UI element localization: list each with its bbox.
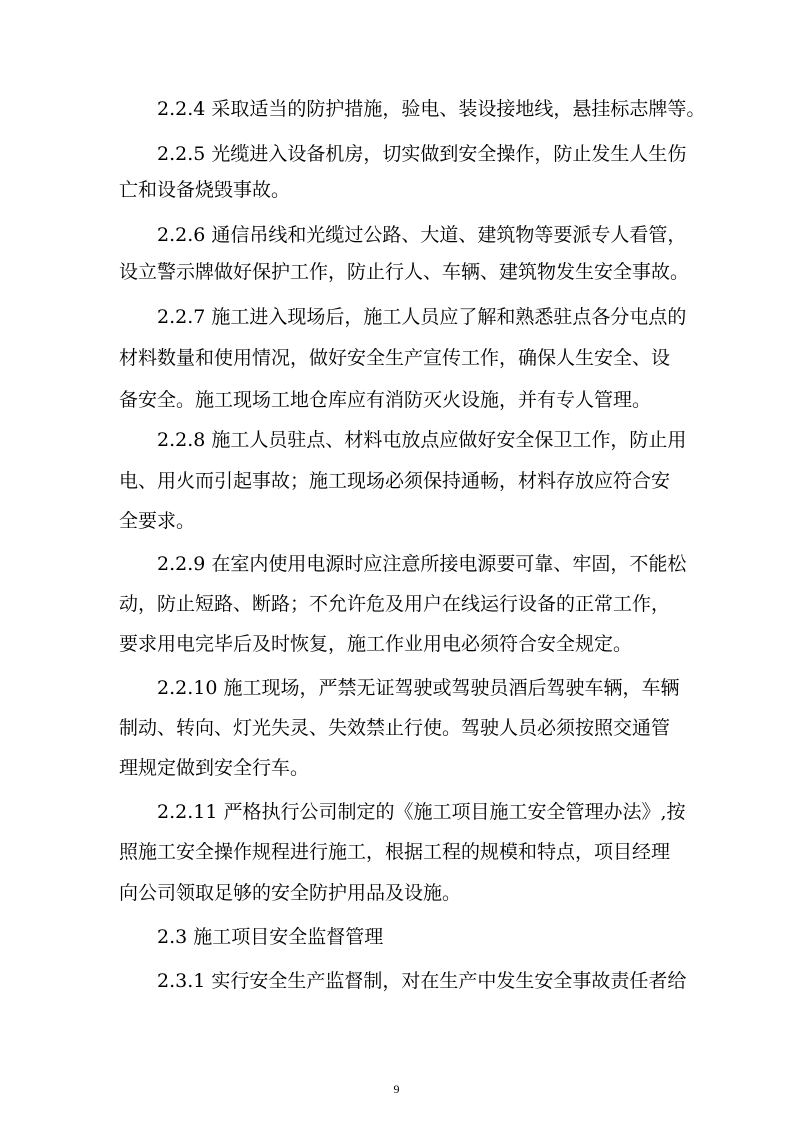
paragraph-2-2-7-line-1: 2.2.7 施工进入现场后，施工人员应了解和熟悉驻点各分屯点的 bbox=[157, 306, 687, 328]
paragraph-2-2-5-line-2: 亡和设备烧毁事故。 bbox=[119, 179, 291, 201]
paragraph-2-2-8-line-3: 全要求。 bbox=[119, 510, 196, 532]
paragraph-2-2-9-line-3: 要求用电完毕后及时恢复，施工作业用电必须符合安全规定。 bbox=[119, 633, 633, 655]
paragraph-2-2-6-line-1: 2.2.6 通信吊线和光缆过公路、大道、建筑物等要派专人看管， bbox=[157, 224, 687, 246]
paragraph-2-2-8-line-1: 2.2.8 施工人员驻点、材料屯放点应做好安全保卫工作，防止用 bbox=[157, 429, 687, 451]
paragraph-2-2-9-line-1: 2.2.9 在室内使用电源时应注意所接电源要可靠、牢固，不能松 bbox=[157, 553, 687, 575]
paragraph-2-2-9-line-2: 动，防止短路、断路；不允许危及用户在线运行设备的正常工作， bbox=[119, 593, 671, 615]
paragraph-2-2-8-line-2: 电、用火而引起事故；施工现场必须保持通畅，材料存放应符合安 bbox=[119, 470, 671, 492]
section-heading-2-3: 2.3 施工项目安全监督管理 bbox=[157, 926, 384, 948]
paragraph-2-2-10-line-2: 制动、转向、灯光失灵、失效禁止行使。驾驶人员必须按照交通管 bbox=[119, 717, 671, 739]
paragraph-2-2-10-line-3: 理规定做到安全行车。 bbox=[119, 757, 310, 779]
paragraph-2-2-10-line-1: 2.2.10 施工现场，严禁无证驾驶或驾驶员酒后驾驶车辆，车辆 bbox=[157, 677, 680, 699]
paragraph-2-2-7-line-2: 材料数量和使用情况，做好安全生产宣传工作，确保人生安全、设 bbox=[119, 347, 671, 369]
page-number: 9 bbox=[393, 1082, 400, 1096]
paragraph-2-2-6-line-2: 设立警示牌做好保护工作，防止行人、车辆、建筑物发生安全事故。 bbox=[119, 261, 690, 283]
paragraph-2-3-1-line-1: 2.3.1 实行安全生产监督制，对在生产中发生安全事故责任者给 bbox=[157, 970, 687, 992]
paragraph-2-2-11-line-2: 照施工安全操作规程进行施工，根据工程的规模和特点，项目经理 bbox=[119, 841, 671, 863]
paragraph-2-2-5-line-1: 2.2.5 光缆进入设备机房，切实做到安全操作，防止发生人生伤 bbox=[157, 143, 687, 165]
paragraph-2-2-11-line-3: 向公司领取足够的安全防护用品及设施。 bbox=[119, 882, 462, 904]
paragraph-2-2-11-line-1: 2.2.11 严格执行公司制定的《施工项目施工安全管理办法》,按 bbox=[157, 801, 686, 823]
paragraph-2-2-7-line-3: 备安全。施工现场工地仓库应有消防灭火设施，并有专人管理。 bbox=[119, 389, 652, 411]
paragraph-2-2-4-line-1: 2.2.4 采取适当的防护措施，验电、装设接地线，悬挂标志牌等。 bbox=[157, 98, 706, 120]
